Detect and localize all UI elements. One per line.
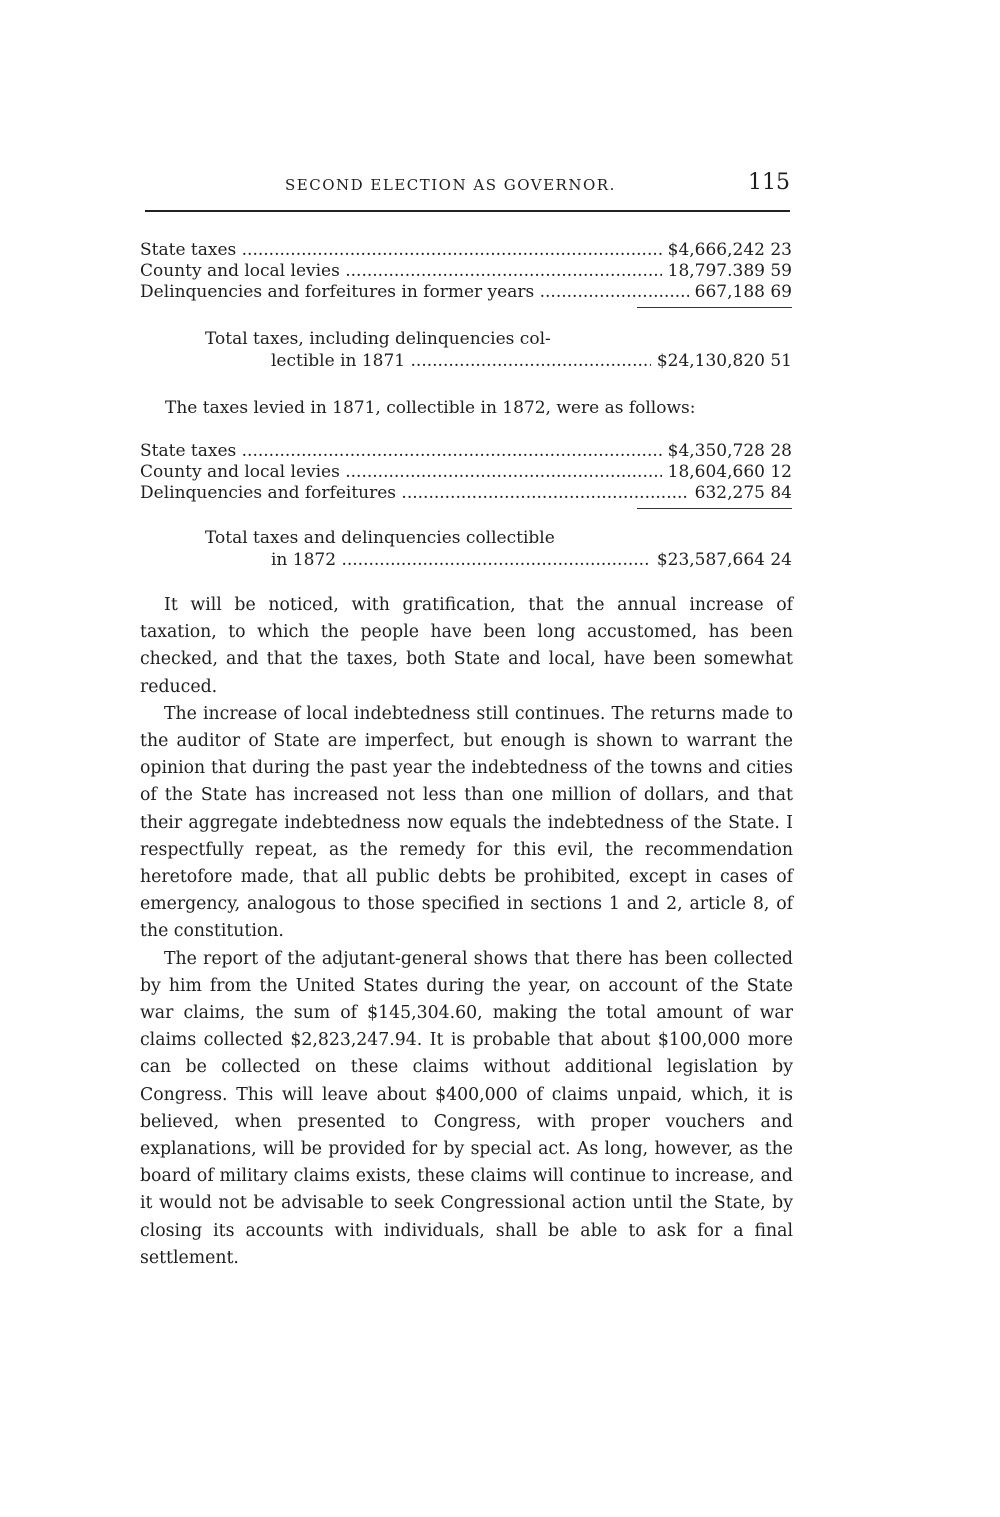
row-label: County and local levies ..... [140, 261, 662, 282]
table-row [140, 282, 792, 303]
total-line2 [205, 549, 792, 571]
row-amount: $4,350,728 28 [662, 441, 792, 462]
page-number: 115 [748, 170, 790, 195]
total-line2 [205, 350, 792, 372]
paragraph: The increase of local indebtedness still continues. The returns made to the auditor of State are imperfect, but enough is shown to warrant the opinion that during the past year the indebtedness of the towns and cities of the State has increased not less than one million of dollars, and that their aggregate indebtedness now equals the indebtedness of the State. I respectfully repeat, as the remedy for this evil, the recommendation heretofore made, that all public debts be prohibited, except in cases of emergency, analogous to those specified in sections 1 and 2, article 8, of the constitution. [140, 703, 793, 942]
paragraph: The report of the adjutant-general shows that there has been collected by him from the United States during the year, on account of the State war claims, the sum of $145,304.60, making the total amount of war claims collected $2,823,247.94. It is probable that about $100,000 more can be collected on these claims without additional legislation by Congress. This will leave about $400,000 of claims unpaid, which, it is believed, when presented to Congress, with proper vouchers and explanations, will be provided for by special act. As long, however, as the board of military claims exists, these claims will continue to increase, and it would not be advisable to seek Congressional action until the State, by closing its accounts with individuals, shall be able to ask for a final settlement. [140, 948, 793, 1268]
body-text [140, 592, 793, 1272]
row-amount: 18,797.389 59 [662, 261, 792, 282]
row-label: Delinquencies and forfeitures in former years ..... [140, 282, 689, 303]
intro-1872: The taxes levied in 1871, collectible in 1872, were as follows: [165, 398, 696, 418]
total-amount: $24,130,820 51 [651, 350, 792, 372]
row-amount: 632,275 84 [689, 483, 792, 504]
tax-table-1872 [140, 441, 792, 509]
row-label: Delinquencies and forfeitures ..... [140, 483, 689, 504]
table-row [140, 261, 792, 282]
row-amount: 667,188 69 [689, 282, 792, 303]
paragraph: It will be noticed, with gratification, that the annual increase of taxation, to which the people have been long accustomed, has been checked, and that the taxes, both State and local, have been somewhat reduced. [140, 595, 793, 697]
total-1872 [205, 527, 792, 571]
total-label-line1: Total taxes, including delinquencies col- [205, 329, 551, 349]
row-amount: 18,604,660 12 [662, 462, 792, 483]
total-label-line2: lectible in 1871 ..... [271, 350, 651, 372]
page-header [145, 170, 790, 200]
row-amount: $4,666,242 23 [662, 240, 792, 261]
table-row [140, 483, 792, 504]
total-amount: $23,587,664 24 [651, 549, 792, 571]
header-rule [145, 210, 790, 212]
total-label-line2: in 1872 ..... [271, 549, 651, 571]
running-title: SECOND ELECTION AS GOVERNOR. [285, 176, 616, 194]
sum-rule [637, 508, 792, 509]
row-label: State taxes ..... [140, 240, 662, 261]
table-row [140, 240, 792, 261]
row-label: County and local levies ..... [140, 462, 662, 483]
total-1871 [205, 328, 792, 372]
sum-rule [637, 307, 792, 308]
row-label: State taxes ..... [140, 441, 662, 462]
total-label-line1: Total taxes and delinquencies collectible [205, 528, 555, 548]
table-row [140, 462, 792, 483]
tax-table-1871 [140, 240, 792, 308]
table-row [140, 441, 792, 462]
